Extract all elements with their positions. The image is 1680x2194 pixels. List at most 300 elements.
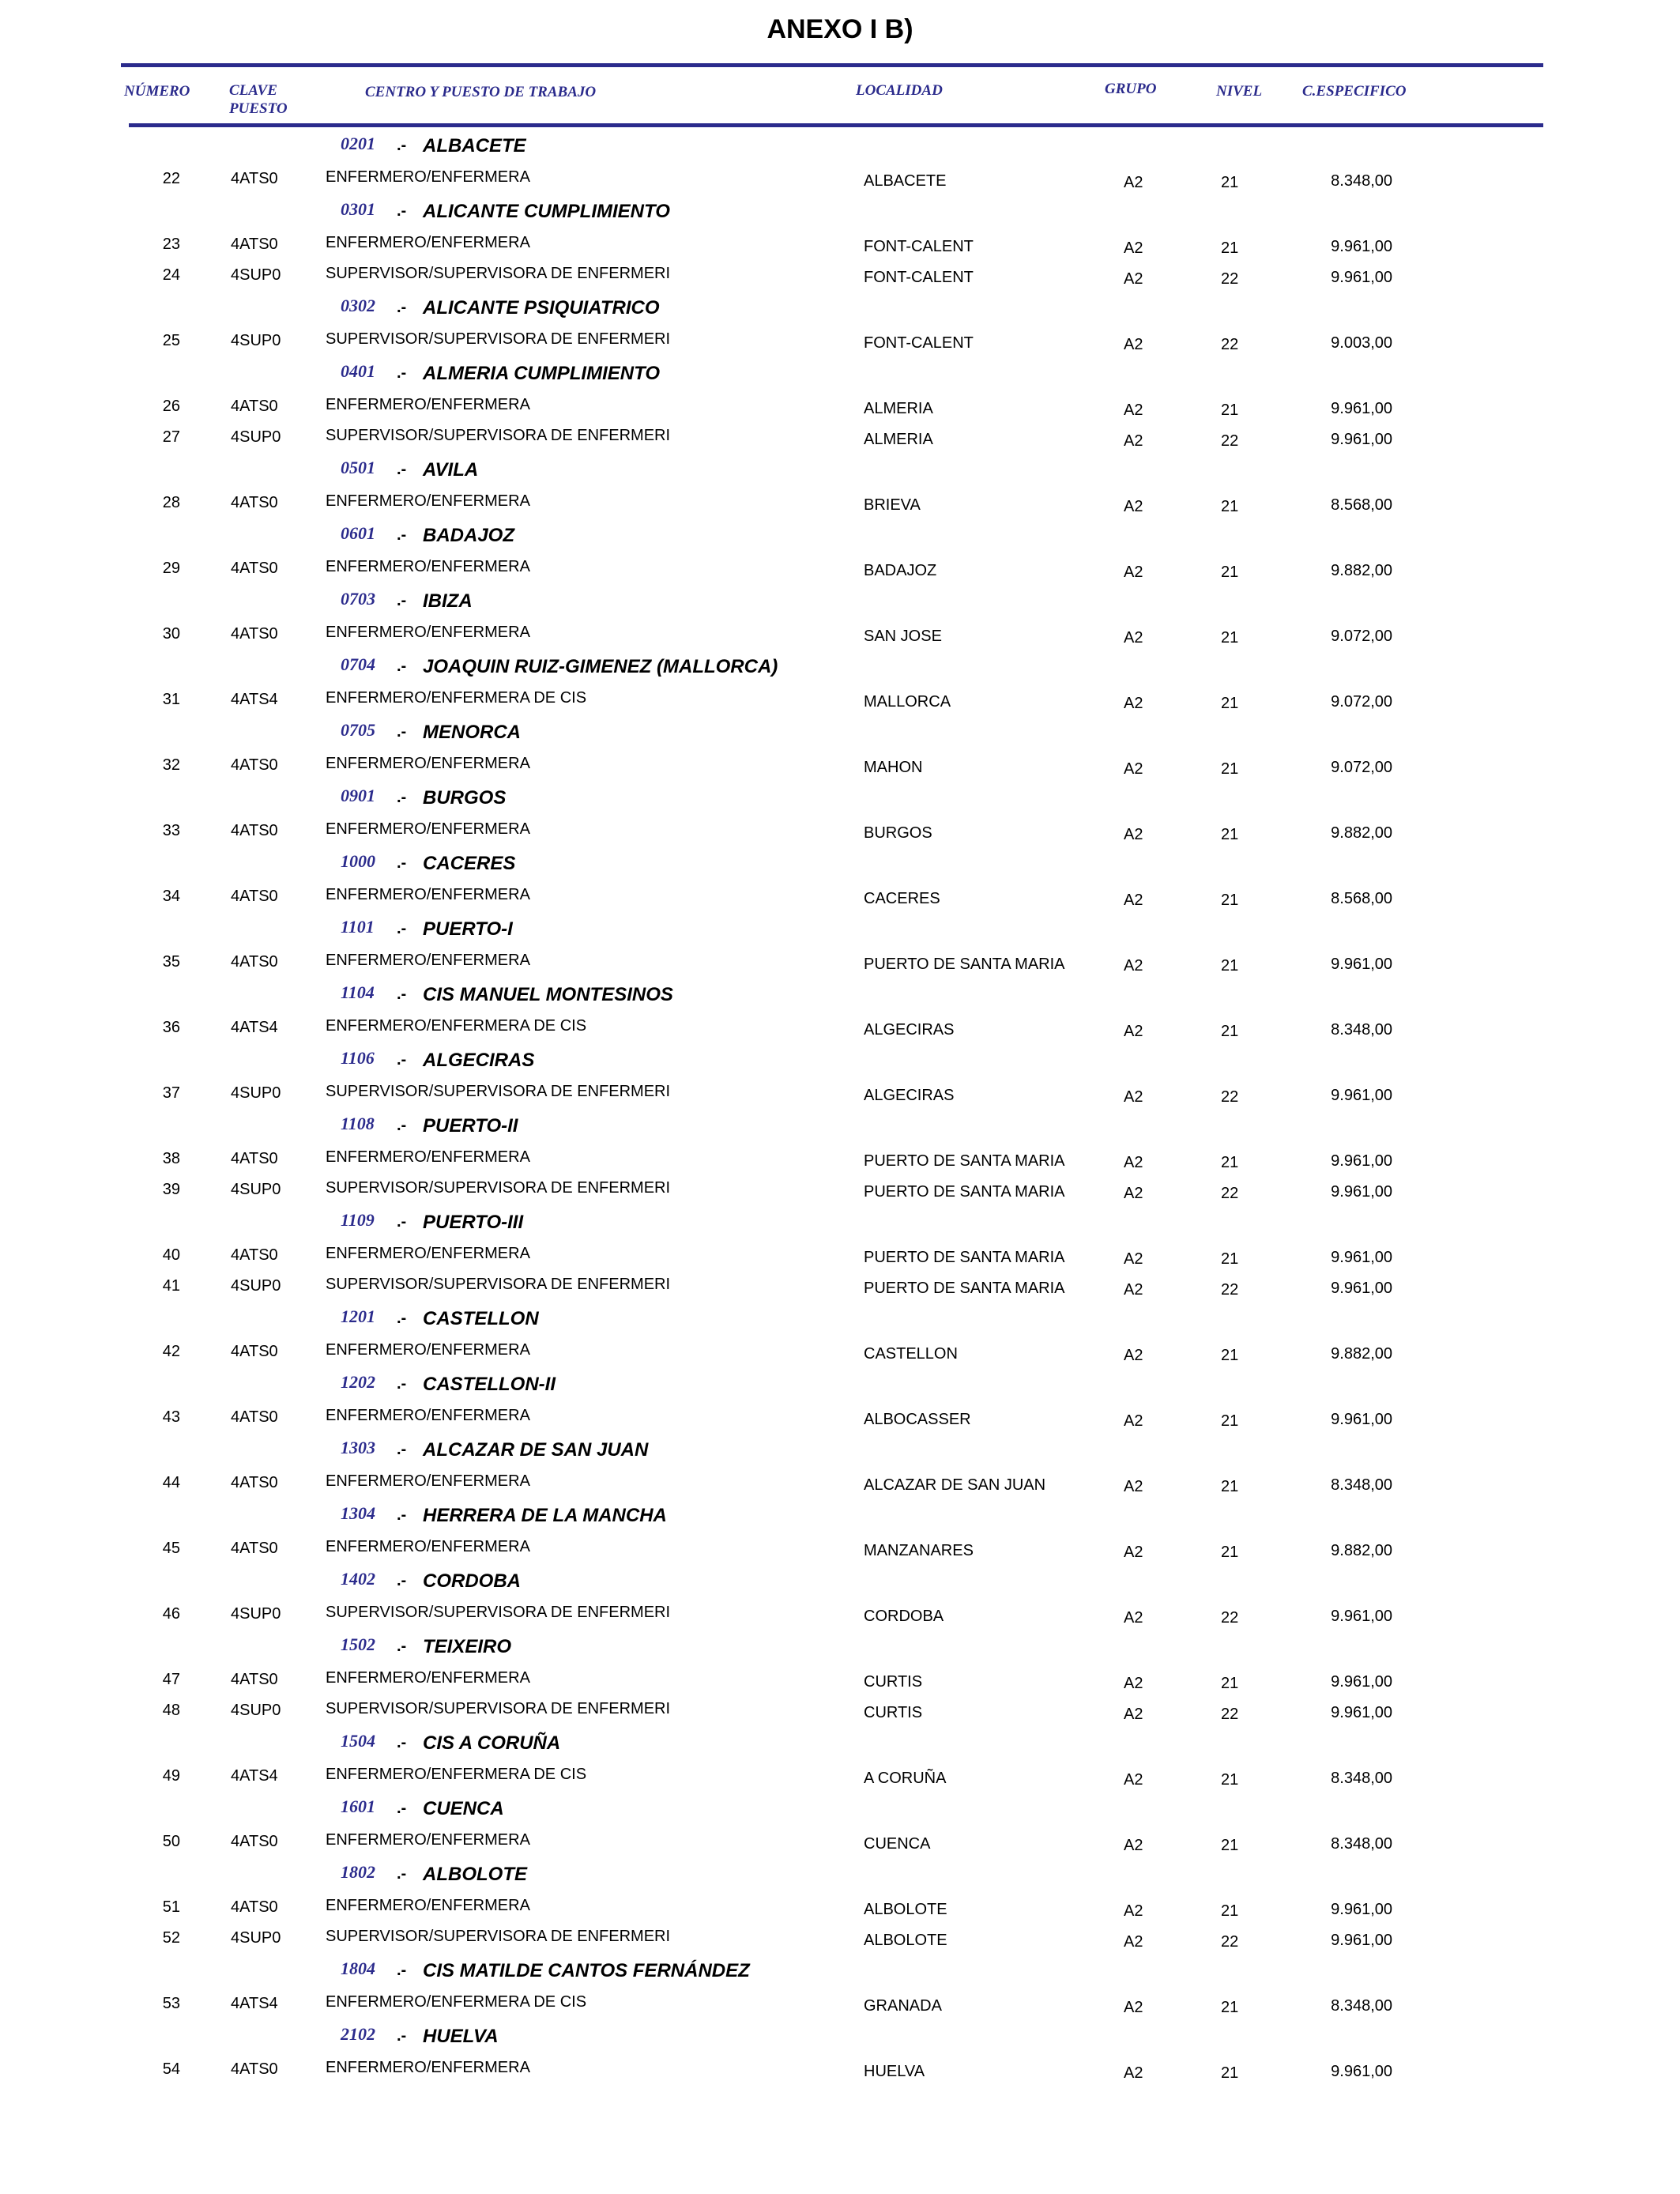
cell-clave: 4ATS0 xyxy=(231,1150,278,1167)
cell-localidad: A CORUÑA xyxy=(864,1770,947,1787)
center-heading xyxy=(0,129,1680,164)
cell-puesto: ENFERMERO/ENFERMERA xyxy=(326,234,530,251)
table-row xyxy=(0,1826,1680,1857)
center-separator: .- xyxy=(397,1865,407,1883)
center-name: PUERTO-I xyxy=(423,918,513,940)
cell-nivel: 22 xyxy=(1221,1933,1239,1951)
header-clave: CLAVE xyxy=(229,82,277,99)
cell-localidad: FONT-CALENT xyxy=(864,238,974,255)
cell-numero: 47 xyxy=(162,1671,180,1688)
cell-numero: 52 xyxy=(162,1929,180,1947)
center-heading xyxy=(0,715,1680,750)
cell-clave: 4ATS0 xyxy=(231,1833,278,1850)
cell-grupo: A2 xyxy=(1124,1412,1143,1430)
cell-numero: 43 xyxy=(162,1408,180,1426)
header-especifico: C.ESPECIFICO xyxy=(1302,83,1407,100)
cell-nivel: 21 xyxy=(1221,826,1239,843)
cell-nivel: 22 xyxy=(1221,1185,1239,1202)
center-code: 1106 xyxy=(341,1048,375,1068)
center-heading xyxy=(0,1205,1680,1240)
header-puesto: PUESTO xyxy=(229,100,288,117)
cell-puesto: SUPERVISOR/SUPERVISORA DE ENFERMERI xyxy=(326,1179,671,1197)
cell-nivel: 21 xyxy=(1221,1771,1239,1789)
cell-localidad: FONT-CALENT xyxy=(864,334,974,352)
center-heading xyxy=(0,2019,1680,2054)
cell-clave: 4SUP0 xyxy=(231,428,281,446)
cell-localidad: CACERES xyxy=(864,890,940,907)
cell-numero: 32 xyxy=(162,756,180,774)
center-heading xyxy=(0,1726,1680,1761)
center-heading xyxy=(0,1498,1680,1533)
cell-localidad: PUERTO DE SANTA MARIA xyxy=(864,1249,1065,1266)
center-code: 0704 xyxy=(341,654,375,674)
cell-nivel: 22 xyxy=(1221,1706,1239,1723)
center-name: PUERTO-II xyxy=(423,1115,518,1137)
cell-nivel: 21 xyxy=(1221,760,1239,778)
cell-puesto: ENFERMERO/ENFERMERA xyxy=(326,952,530,969)
center-code: 1202 xyxy=(341,1372,375,1392)
cell-especifico: 9.882,00 xyxy=(1331,562,1392,579)
cell-puesto: SUPERVISOR/SUPERVISORA DE ENFERMERI xyxy=(326,265,671,282)
cell-clave: 4ATS0 xyxy=(231,494,278,511)
header-grupo: GRUPO xyxy=(1105,81,1157,97)
cell-grupo: A2 xyxy=(1124,1250,1143,1268)
cell-puesto: ENFERMERO/ENFERMERA DE CIS xyxy=(326,1993,587,2011)
cell-nivel: 21 xyxy=(1221,629,1239,647)
center-code: 1502 xyxy=(341,1634,375,1654)
center-heading xyxy=(0,846,1680,881)
center-name: ALMERIA CUMPLIMIENTO xyxy=(423,363,660,384)
cell-clave: 4ATS0 xyxy=(231,1474,278,1491)
positions-list xyxy=(0,129,1680,2085)
cell-clave: 4SUP0 xyxy=(231,1702,281,1719)
cell-grupo: A2 xyxy=(1124,1771,1143,1789)
cell-nivel: 21 xyxy=(1221,1999,1239,2016)
cell-grupo: A2 xyxy=(1124,1675,1143,1692)
center-code: 0201 xyxy=(341,134,375,153)
cell-clave: 4ATS0 xyxy=(231,560,278,577)
cell-numero: 38 xyxy=(162,1150,180,1167)
center-separator: .- xyxy=(397,592,407,609)
center-code: 0301 xyxy=(341,199,375,219)
cell-localidad: CASTELLON xyxy=(864,1345,958,1363)
cell-numero: 41 xyxy=(162,1277,180,1295)
center-name: ALICANTE PSIQUIATRICO xyxy=(423,297,660,319)
center-separator: .- xyxy=(397,723,407,741)
cell-puesto: ENFERMERO/ENFERMERA xyxy=(326,886,530,903)
center-heading xyxy=(0,291,1680,326)
cell-numero: 51 xyxy=(162,1898,180,1916)
cell-puesto: ENFERMERO/ENFERMERA xyxy=(326,755,530,772)
cell-numero: 22 xyxy=(162,170,180,187)
center-separator: .- xyxy=(397,1117,407,1134)
center-heading xyxy=(0,978,1680,1012)
cell-localidad: ALMERIA xyxy=(864,431,933,448)
center-name: ALBOLOTE xyxy=(423,1864,527,1885)
center-separator: .- xyxy=(397,461,407,478)
center-heading xyxy=(0,912,1680,947)
table-row xyxy=(0,164,1680,194)
cell-numero: 27 xyxy=(162,428,180,446)
cell-localidad: BURGOS xyxy=(864,824,932,842)
cell-clave: 4ATS4 xyxy=(231,691,278,708)
cell-numero: 28 xyxy=(162,494,180,511)
cell-grupo: A2 xyxy=(1124,564,1143,581)
cell-numero: 54 xyxy=(162,2060,180,2078)
cell-especifico: 9.882,00 xyxy=(1331,1345,1392,1363)
cell-localidad: ALBACETE xyxy=(864,172,947,190)
cell-clave: 4ATS0 xyxy=(231,1246,278,1264)
cell-nivel: 21 xyxy=(1221,1023,1239,1040)
table-row xyxy=(0,1761,1680,1792)
cell-localidad: ALCAZAR DE SAN JUAN xyxy=(864,1476,1046,1494)
cell-especifico: 9.882,00 xyxy=(1331,1542,1392,1559)
cell-especifico: 9.961,00 xyxy=(1331,1411,1392,1428)
cell-puesto: ENFERMERO/ENFERMERA DE CIS xyxy=(326,1766,587,1783)
center-name: ALBACETE xyxy=(423,135,526,156)
cell-especifico: 9.961,00 xyxy=(1331,269,1392,286)
cell-puesto: ENFERMERO/ENFERMERA xyxy=(326,1341,530,1359)
cell-localidad: BRIEVA xyxy=(864,496,921,514)
cell-puesto: ENFERMERO/ENFERMERA xyxy=(326,1831,530,1849)
center-name: PUERTO-III xyxy=(423,1212,524,1233)
center-separator: .- xyxy=(397,658,407,675)
center-heading xyxy=(0,1433,1680,1468)
cell-localidad: CURTIS xyxy=(864,1704,923,1721)
center-separator: .- xyxy=(397,854,407,872)
cell-localidad: ALMERIA xyxy=(864,400,933,417)
center-code: 1504 xyxy=(341,1731,375,1751)
cell-localidad: MAHON xyxy=(864,759,923,776)
header-numero: NÚMERO xyxy=(124,83,190,100)
cell-nivel: 21 xyxy=(1221,239,1239,257)
cell-especifico: 8.348,00 xyxy=(1331,1997,1392,2015)
cell-clave: 4ATS0 xyxy=(231,1898,278,1916)
table-row xyxy=(0,1923,1680,1954)
cell-nivel: 21 xyxy=(1221,957,1239,974)
center-separator: .- xyxy=(397,920,407,937)
center-code: 2102 xyxy=(341,2024,375,2044)
cell-grupo: A2 xyxy=(1124,826,1143,843)
cell-grupo: A2 xyxy=(1124,239,1143,257)
center-heading xyxy=(0,453,1680,488)
center-code: 0401 xyxy=(341,361,375,381)
cell-grupo: A2 xyxy=(1124,1281,1143,1299)
center-separator: .- xyxy=(397,2027,407,2045)
cell-grupo: A2 xyxy=(1124,432,1143,450)
center-code: 1304 xyxy=(341,1503,375,1523)
cell-numero: 29 xyxy=(162,560,180,577)
cell-clave: 4ATS4 xyxy=(231,1019,278,1036)
table-row xyxy=(0,750,1680,781)
cell-grupo: A2 xyxy=(1124,336,1143,353)
center-separator: .- xyxy=(397,1638,407,1655)
table-row xyxy=(0,1240,1680,1271)
center-code: 1000 xyxy=(341,851,375,871)
cell-especifico: 9.961,00 xyxy=(1331,400,1392,417)
cell-localidad: CORDOBA xyxy=(864,1608,944,1625)
table-row xyxy=(0,1271,1680,1302)
center-separator: .- xyxy=(397,299,407,316)
table-row xyxy=(0,488,1680,518)
cell-numero: 31 xyxy=(162,691,180,708)
table-row xyxy=(0,684,1680,715)
cell-grupo: A2 xyxy=(1124,957,1143,974)
cell-clave: 4SUP0 xyxy=(231,1084,281,1102)
cell-clave: 4SUP0 xyxy=(231,1929,281,1947)
table-row xyxy=(0,422,1680,453)
center-separator: .- xyxy=(397,526,407,544)
center-code: 1101 xyxy=(341,917,375,937)
cell-numero: 46 xyxy=(162,1605,180,1623)
cell-puesto: ENFERMERO/ENFERMERA xyxy=(326,1669,530,1687)
cell-grupo: A2 xyxy=(1124,1999,1143,2016)
cell-especifico: 8.348,00 xyxy=(1331,1835,1392,1853)
center-separator: .- xyxy=(397,364,407,382)
center-code: 1804 xyxy=(341,1958,375,1978)
cell-especifico: 8.568,00 xyxy=(1331,496,1392,514)
cell-grupo: A2 xyxy=(1124,1837,1143,1854)
center-heading xyxy=(0,1043,1680,1078)
cell-numero: 23 xyxy=(162,236,180,253)
center-separator: .- xyxy=(397,1506,407,1524)
cell-numero: 37 xyxy=(162,1084,180,1102)
cell-especifico: 8.348,00 xyxy=(1331,1770,1392,1787)
center-separator: .- xyxy=(397,986,407,1003)
cell-grupo: A2 xyxy=(1124,629,1143,647)
cell-numero: 50 xyxy=(162,1833,180,1850)
cell-localidad: ALGECIRAS xyxy=(864,1021,955,1039)
cell-grupo: A2 xyxy=(1124,2064,1143,2082)
cell-especifico: 9.961,00 xyxy=(1331,2063,1392,2080)
cell-localidad: GRANADA xyxy=(864,1997,942,2015)
cell-puesto: ENFERMERO/ENFERMERA xyxy=(326,1538,530,1555)
cell-especifico: 9.072,00 xyxy=(1331,628,1392,645)
cell-clave: 4SUP0 xyxy=(231,332,281,349)
cell-especifico: 9.961,00 xyxy=(1331,431,1392,448)
center-code: 0901 xyxy=(341,786,375,805)
center-separator: .- xyxy=(397,202,407,220)
cell-nivel: 21 xyxy=(1221,1347,1239,1364)
table-row xyxy=(0,1174,1680,1205)
cell-puesto: SUPERVISOR/SUPERVISORA DE ENFERMERI xyxy=(326,427,671,444)
cell-clave: 4SUP0 xyxy=(231,1181,281,1198)
cell-grupo: A2 xyxy=(1124,1023,1143,1040)
cell-especifico: 8.348,00 xyxy=(1331,1021,1392,1039)
header-centro: CENTRO Y PUESTO DE TRABAJO xyxy=(365,84,597,100)
cell-localidad: MALLORCA xyxy=(864,693,951,711)
cell-puesto: ENFERMERO/ENFERMERA xyxy=(326,1407,530,1424)
center-heading xyxy=(0,1367,1680,1402)
center-code: 1201 xyxy=(341,1306,375,1326)
center-heading xyxy=(0,1630,1680,1664)
table-row xyxy=(0,391,1680,422)
center-code: 0703 xyxy=(341,589,375,609)
cell-grupo: A2 xyxy=(1124,1933,1143,1951)
table-row xyxy=(0,1144,1680,1174)
center-separator: .- xyxy=(397,1800,407,1817)
center-name: CIS A CORUÑA xyxy=(423,1732,561,1754)
center-heading xyxy=(0,781,1680,816)
cell-especifico: 8.568,00 xyxy=(1331,890,1392,907)
cell-especifico: 9.961,00 xyxy=(1331,1280,1392,1297)
center-heading xyxy=(0,1792,1680,1826)
header-bottom-rule xyxy=(129,123,1543,127)
cell-numero: 26 xyxy=(162,398,180,415)
center-code: 1303 xyxy=(341,1438,375,1457)
cell-especifico: 9.961,00 xyxy=(1331,1087,1392,1104)
center-name: ALICANTE CUMPLIMIENTO xyxy=(423,201,670,222)
table-row xyxy=(0,1336,1680,1367)
center-name: CASTELLON-II xyxy=(423,1374,556,1395)
center-name: BADAJOZ xyxy=(423,525,515,546)
cell-localidad: CURTIS xyxy=(864,1673,923,1691)
cell-puesto: ENFERMERO/ENFERMERA xyxy=(326,492,530,510)
table-row xyxy=(0,1012,1680,1043)
cell-localidad: HUELVA xyxy=(864,2063,925,2080)
center-separator: .- xyxy=(397,137,407,154)
cell-clave: 4ATS0 xyxy=(231,1671,278,1688)
table-row xyxy=(0,947,1680,978)
cell-nivel: 21 xyxy=(1221,1675,1239,1692)
cell-clave: 4SUP0 xyxy=(231,266,281,284)
cell-grupo: A2 xyxy=(1124,1088,1143,1106)
cell-nivel: 21 xyxy=(1221,1902,1239,1920)
table-row xyxy=(0,2054,1680,2085)
cell-numero: 33 xyxy=(162,822,180,839)
center-separator: .- xyxy=(397,1572,407,1589)
table-row xyxy=(0,1468,1680,1498)
cell-clave: 4ATS0 xyxy=(231,1408,278,1426)
cell-localidad: ALBOLOTE xyxy=(864,1932,947,1949)
center-separator: .- xyxy=(397,1310,407,1327)
center-name: BURGOS xyxy=(423,787,507,809)
table-row xyxy=(0,881,1680,912)
center-name: CORDOBA xyxy=(423,1570,521,1592)
cell-nivel: 22 xyxy=(1221,336,1239,353)
cell-especifico: 9.072,00 xyxy=(1331,693,1392,711)
cell-especifico: 9.961,00 xyxy=(1331,1673,1392,1691)
cell-numero: 30 xyxy=(162,625,180,643)
cell-puesto: ENFERMERO/ENFERMERA xyxy=(326,1148,530,1166)
center-heading xyxy=(0,1302,1680,1336)
cell-especifico: 9.961,00 xyxy=(1331,1152,1392,1170)
cell-localidad: ALGECIRAS xyxy=(864,1087,955,1104)
cell-especifico: 9.961,00 xyxy=(1331,956,1392,973)
cell-clave: 4SUP0 xyxy=(231,1605,281,1623)
cell-numero: 44 xyxy=(162,1474,180,1491)
cell-grupo: A2 xyxy=(1124,1902,1143,1920)
cell-grupo: A2 xyxy=(1124,1544,1143,1561)
cell-nivel: 22 xyxy=(1221,270,1239,288)
cell-clave: 4ATS4 xyxy=(231,1995,278,2012)
header-top-rule xyxy=(121,63,1543,67)
center-name: CIS MATILDE CANTOS FERNÁNDEZ xyxy=(423,1960,750,1981)
table-row xyxy=(0,619,1680,650)
cell-clave: 4SUP0 xyxy=(231,1277,281,1295)
cell-grupo: A2 xyxy=(1124,270,1143,288)
center-name: CIS MANUEL MONTESINOS xyxy=(423,984,673,1005)
center-name: ALGECIRAS xyxy=(423,1050,535,1071)
cell-puesto: ENFERMERO/ENFERMERA xyxy=(326,558,530,575)
center-heading xyxy=(0,584,1680,619)
cell-puesto: ENFERMERO/ENFERMERA xyxy=(326,624,530,641)
center-heading xyxy=(0,356,1680,391)
cell-clave: 4ATS0 xyxy=(231,953,278,971)
table-row xyxy=(0,816,1680,846)
cell-grupo: A2 xyxy=(1124,1609,1143,1627)
cell-grupo: A2 xyxy=(1124,498,1143,515)
cell-grupo: A2 xyxy=(1124,1347,1143,1364)
cell-localidad: ALBOCASSER xyxy=(864,1411,971,1428)
cell-localidad: PUERTO DE SANTA MARIA xyxy=(864,1280,1065,1297)
cell-nivel: 21 xyxy=(1221,174,1239,191)
cell-grupo: A2 xyxy=(1124,695,1143,712)
cell-localidad: PUERTO DE SANTA MARIA xyxy=(864,1183,1065,1201)
center-separator: .- xyxy=(397,789,407,806)
table-row xyxy=(0,1892,1680,1923)
cell-especifico: 9.072,00 xyxy=(1331,759,1392,776)
cell-puesto: SUPERVISOR/SUPERVISORA DE ENFERMERI xyxy=(326,1928,671,1945)
cell-nivel: 21 xyxy=(1221,564,1239,581)
center-separator: .- xyxy=(397,1213,407,1231)
cell-clave: 4ATS0 xyxy=(231,1540,278,1557)
center-name: AVILA xyxy=(423,459,479,481)
center-code: 0501 xyxy=(341,458,375,477)
cell-numero: 34 xyxy=(162,888,180,905)
center-name: TEIXEIRO xyxy=(423,1636,512,1657)
cell-numero: 24 xyxy=(162,266,180,284)
cell-puesto: SUPERVISOR/SUPERVISORA DE ENFERMERI xyxy=(326,1604,671,1621)
cell-numero: 49 xyxy=(162,1767,180,1785)
cell-puesto: ENFERMERO/ENFERMERA xyxy=(326,1472,530,1490)
cell-especifico: 9.961,00 xyxy=(1331,1249,1392,1266)
center-name: CACERES xyxy=(423,853,516,874)
table-row xyxy=(0,1989,1680,2019)
center-code: 0705 xyxy=(341,720,375,740)
cell-nivel: 21 xyxy=(1221,2064,1239,2082)
cell-grupo: A2 xyxy=(1124,1478,1143,1495)
cell-especifico: 9.961,00 xyxy=(1331,1183,1392,1201)
cell-puesto: ENFERMERO/ENFERMERA DE CIS xyxy=(326,1017,587,1035)
center-separator: .- xyxy=(397,1734,407,1751)
center-code: 1104 xyxy=(341,982,375,1002)
table-row xyxy=(0,229,1680,260)
center-code: 1108 xyxy=(341,1114,375,1133)
cell-especifico: 9.961,00 xyxy=(1331,238,1392,255)
cell-nivel: 21 xyxy=(1221,695,1239,712)
cell-grupo: A2 xyxy=(1124,1706,1143,1723)
cell-puesto: SUPERVISOR/SUPERVISORA DE ENFERMERI xyxy=(326,1276,671,1293)
cell-puesto: ENFERMERO/ENFERMERA xyxy=(326,1897,530,1914)
cell-nivel: 22 xyxy=(1221,1088,1239,1106)
cell-numero: 45 xyxy=(162,1540,180,1557)
cell-numero: 39 xyxy=(162,1181,180,1198)
header-nivel: NIVEL xyxy=(1216,83,1263,100)
cell-clave: 4ATS0 xyxy=(231,625,278,643)
cell-nivel: 21 xyxy=(1221,498,1239,515)
cell-clave: 4ATS0 xyxy=(231,822,278,839)
center-code: 1802 xyxy=(341,1862,375,1882)
center-code: 1109 xyxy=(341,1210,375,1230)
cell-nivel: 21 xyxy=(1221,1544,1239,1561)
table-row xyxy=(0,1533,1680,1564)
cell-nivel: 21 xyxy=(1221,401,1239,419)
center-heading xyxy=(0,650,1680,684)
center-name: JOAQUIN RUIZ-GIMENEZ (MALLORCA) xyxy=(423,656,778,677)
cell-puesto: ENFERMERO/ENFERMERA xyxy=(326,820,530,838)
center-name: ALCAZAR DE SAN JUAN xyxy=(423,1439,649,1461)
